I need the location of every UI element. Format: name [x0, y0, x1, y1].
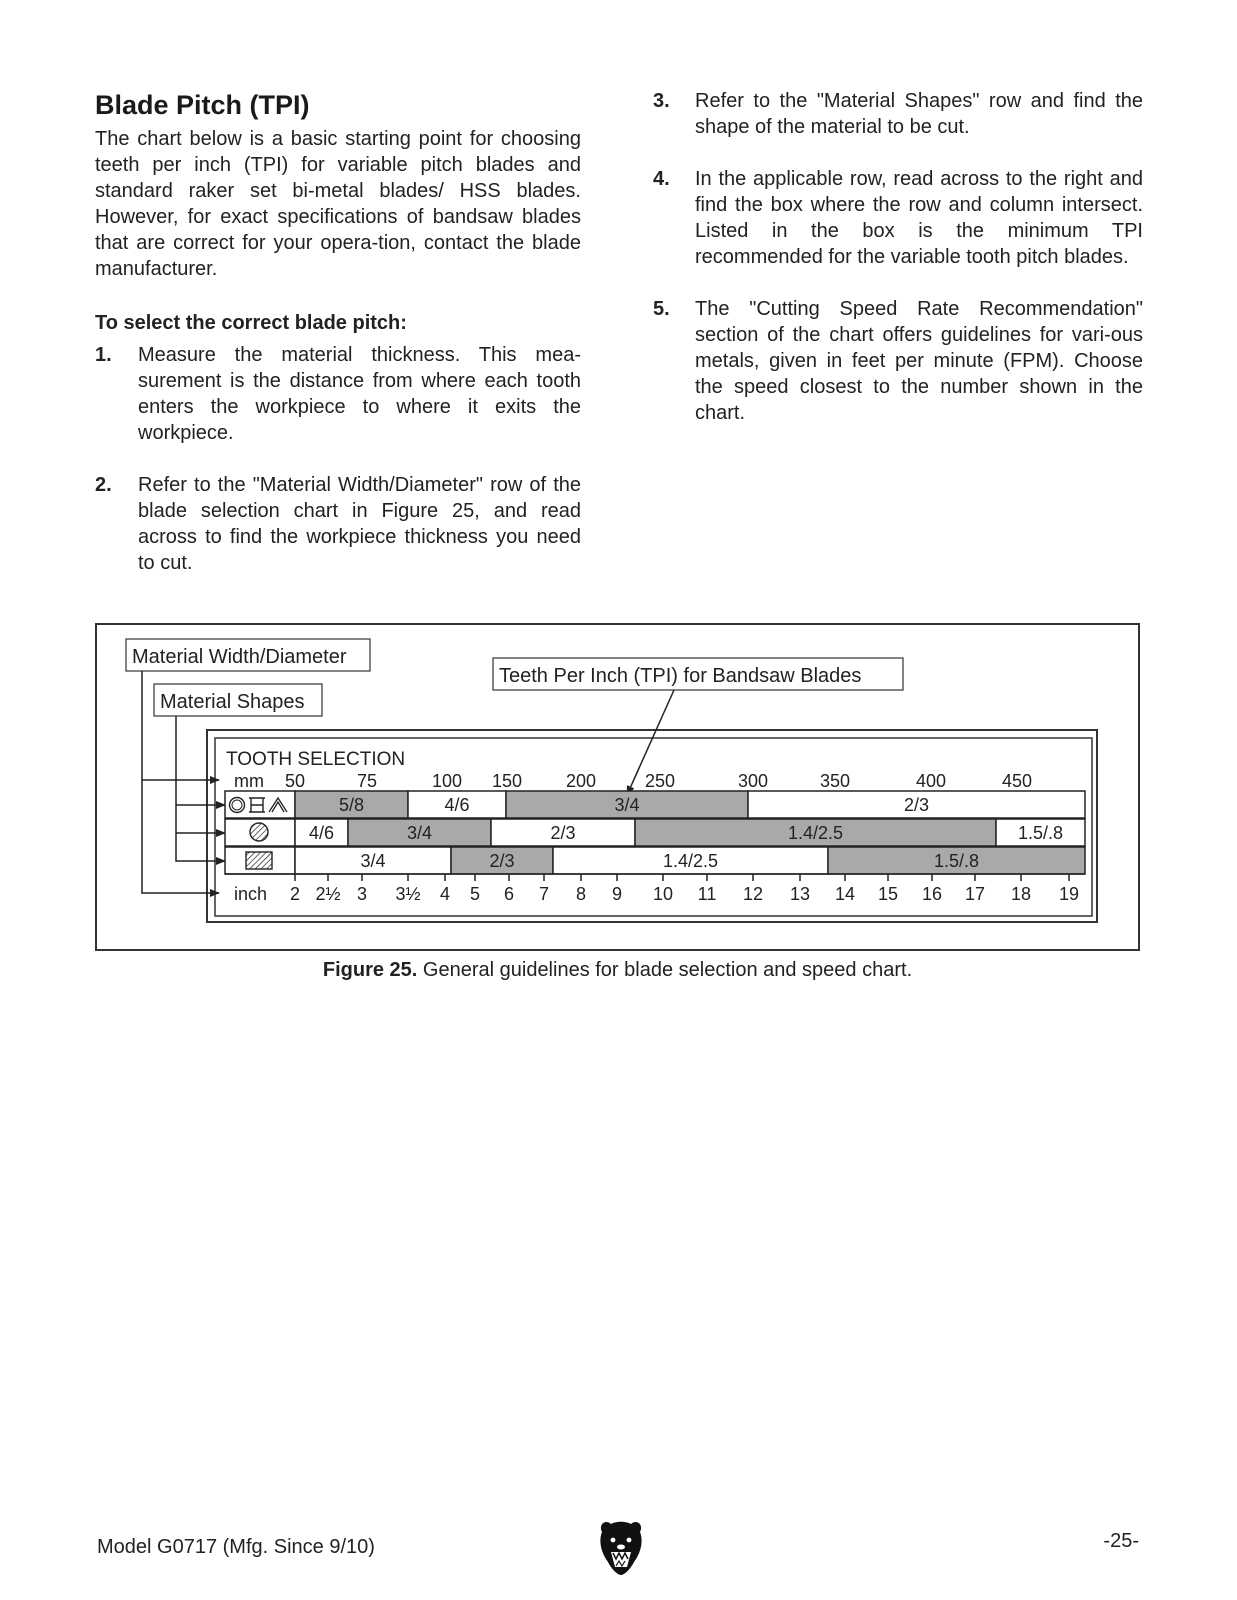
grizzly-bear-logo: [596, 1518, 646, 1576]
inch-tick-label: 8: [575, 884, 587, 904]
tpi-cell-label: 4/6: [444, 795, 470, 815]
left-column: [95, 88, 581, 602]
tpi-label: Teeth Per Inch (TPI) for Bandsaw Blades: [499, 665, 862, 687]
inch-tick-label: 9: [611, 884, 623, 904]
mm-tick-label: 250: [644, 771, 676, 791]
step-text: The "Cutting Speed Rate Recommendation" section of the chart offers guidelines for vari-ous metals, given in feet per minute (FPM). Choose the speed closest to the number shown in the chart.: [695, 298, 1143, 424]
tpi-cell-label: 5/8: [338, 795, 365, 815]
tpi-row-3: [225, 847, 1085, 874]
shapes-leader-row-3: [176, 833, 225, 861]
step-5: [653, 296, 1143, 426]
inch-tick-label: 3: [356, 884, 368, 904]
caption-text: General guidelines for blade selection and speed chart.: [417, 959, 913, 981]
inch-tick-label: 16: [921, 884, 943, 904]
step-number: 4.: [653, 168, 670, 190]
inch-tick-label: 3½: [395, 884, 421, 904]
inch-tick-label: 4: [439, 884, 451, 904]
step-number: 2.: [95, 474, 112, 496]
row-3-shape-icons: [246, 852, 272, 869]
step-3: [653, 88, 1143, 140]
tpi-cell-label: 2/3: [489, 851, 515, 871]
figure-25: [95, 623, 1140, 951]
step-number: 1.: [95, 344, 112, 366]
shapes-label: Material Shapes: [160, 691, 305, 713]
tpi-chart: [97, 625, 1138, 949]
step-number: 3.: [653, 90, 670, 112]
inch-tick-label: 5: [469, 884, 481, 904]
mm-tick-label: 300: [737, 771, 769, 791]
page-number: -25-: [1103, 1530, 1139, 1552]
inch-tick-label: 11: [697, 884, 717, 904]
figure-caption: [95, 957, 1140, 983]
tpi-cell-label: 2/3: [550, 823, 576, 843]
solid-square-icon: [246, 852, 272, 869]
width-diameter-label: Material Width/Diameter: [132, 646, 347, 668]
inch-tick-label: 12: [742, 884, 764, 904]
inch-tick-label: 2½: [315, 884, 341, 904]
tooth-selection-heading: TOOTH SELECTION: [226, 749, 406, 770]
solid-round-icon: [250, 823, 268, 841]
mm-tick-label: 450: [1001, 771, 1033, 791]
inch-tick-label: 15: [877, 884, 899, 904]
shapes-leader-row-2: [176, 805, 225, 833]
step-text: Refer to the "Material Width/Diameter" row of the blade selection chart in Figure 25, and read across to find the workpiece thickness you need to cut.: [138, 474, 581, 574]
inch-tick-label: 13: [789, 884, 811, 904]
inch-tick-label: 10: [652, 884, 674, 904]
inch-tick-label: 2: [289, 884, 301, 904]
step-4: [653, 166, 1143, 270]
inch-tick-label: 14: [834, 884, 856, 904]
step-number: 5.: [653, 298, 670, 320]
inch-unit-label: inch: [234, 884, 268, 904]
step-2: [95, 472, 581, 576]
mm-tick-label: 100: [431, 771, 463, 791]
right-column: [653, 88, 1143, 452]
footer-model: Model G0717 (Mfg. Since 9/10): [97, 1536, 375, 1558]
tpi-cell-label: 1.5/.8: [933, 851, 980, 871]
step-text: Measure the material thickness. This mea-surement is the distance from where each tooth enters the workpiece to where it exits the workpiece.: [138, 344, 581, 444]
inch-tick-label: 19: [1058, 884, 1080, 904]
tpi-row-1: [225, 791, 1085, 818]
tpi-cell-label: 4/6: [308, 823, 335, 843]
mm-tick-label: 350: [819, 771, 851, 791]
inch-tick-label: 18: [1010, 884, 1032, 904]
steps-subheading: To select the correct blade pitch:: [95, 312, 407, 334]
section-title: Blade Pitch (TPI): [95, 90, 310, 120]
tpi-rows: [225, 791, 1085, 874]
mm-scale: [285, 771, 1032, 791]
tpi-cell-label: 3/4: [614, 795, 640, 815]
step-1: [95, 342, 581, 446]
row-2-shape-icons: [250, 823, 268, 841]
tpi-cell-label: 1.5/.8: [1017, 823, 1064, 843]
inch-tick-label: 6: [503, 884, 515, 904]
tpi-cell-label: 1.4/2.5: [787, 823, 844, 843]
mm-tick-label: 400: [915, 771, 947, 791]
caption-label: Figure 25.: [322, 959, 418, 981]
mm-unit-label: mm: [234, 771, 264, 791]
inch-scale: [225, 874, 1085, 904]
inch-tick-label: 17: [964, 884, 986, 904]
mm-tick-label: 200: [565, 771, 597, 791]
tpi-cell-label: 1.4/2.5: [662, 851, 719, 871]
tpi-cell-label: 2/3: [903, 795, 930, 815]
intro-paragraph: The chart below is a basic starting point for choosing teeth per inch (TPI) for variable pitch blades and standard raker set bi-metal blades/ HSS blades. However, for exact specifications of bandsaw blades that are correct for your opera-tion, contact the blade manufacturer.: [95, 128, 581, 280]
mm-tick-label: 50: [284, 771, 306, 791]
mm-tick-label: 150: [491, 771, 523, 791]
inch-tick-label: 7: [538, 884, 550, 904]
tpi-row-2: [225, 819, 1085, 846]
mm-tick-label: 75: [356, 771, 378, 791]
step-text: Refer to the "Material Shapes" row and find the shape of the material to be cut.: [695, 90, 1143, 138]
tpi-cell-label: 3/4: [406, 823, 433, 843]
tpi-cell-label: 3/4: [360, 851, 386, 871]
step-text: In the applicable row, read across to the right and find the box where the row and column intersect. Listed in the box is the minimum TPI recommended for the variable tooth pitch blades.: [695, 168, 1143, 268]
